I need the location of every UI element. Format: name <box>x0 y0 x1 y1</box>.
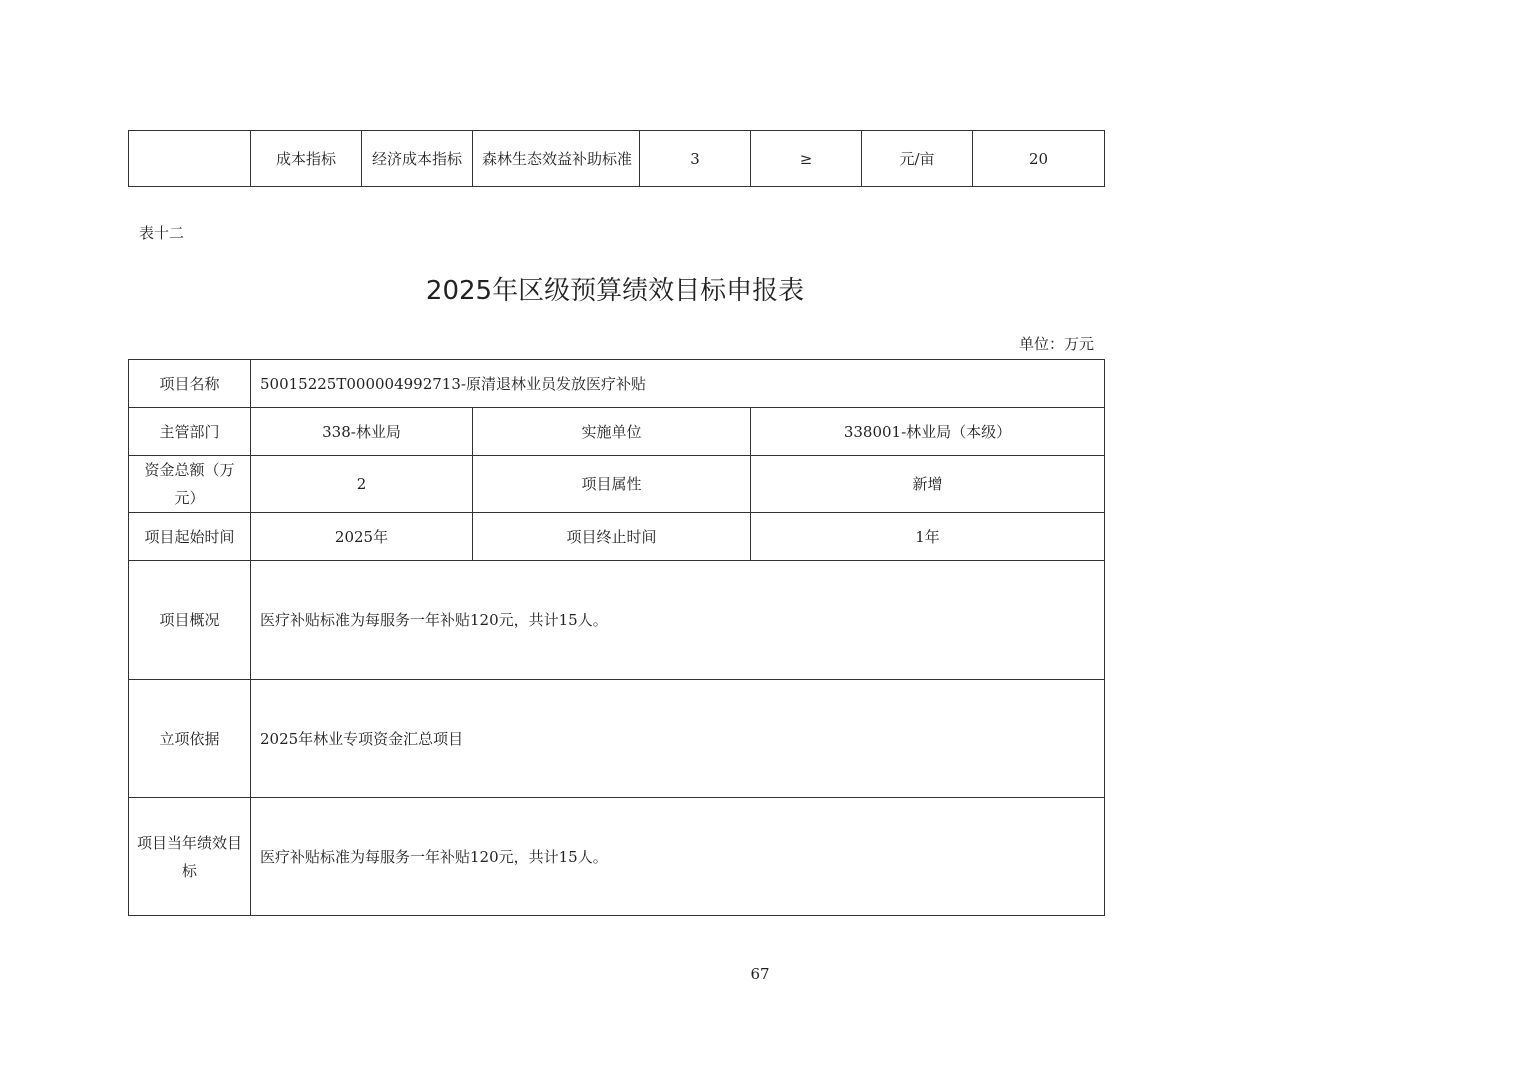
project-name-value: 50015225T000004992713-原清退林业员发放医疗补贴 <box>251 360 1105 408</box>
table-row <box>129 798 1105 916</box>
performance-target-form <box>128 359 1105 916</box>
table-row <box>129 360 1105 408</box>
implementer-label: 实施单位 <box>473 408 751 456</box>
table-row <box>129 456 1105 513</box>
indicator-name-cell: 森林生态效益补助标准 <box>473 131 640 187</box>
table-row <box>129 408 1105 456</box>
department-label: 主管部门 <box>129 408 251 456</box>
attribute-value: 新增 <box>751 456 1105 513</box>
indicator-operator-cell: ≥ <box>751 131 862 187</box>
table-number: 表十二 <box>139 224 185 242</box>
end-time-value: 1年 <box>751 513 1105 561</box>
page-number: 67 <box>750 965 770 983</box>
indicator-target-cell: 20 <box>973 131 1105 187</box>
indicator-value-cell: 3 <box>640 131 751 187</box>
basis-value: 2025年林业专项资金汇总项目 <box>251 680 1105 798</box>
end-time-label: 项目终止时间 <box>473 513 751 561</box>
start-time-value: 2025年 <box>251 513 473 561</box>
indicator-unit-cell: 元/亩 <box>862 131 973 187</box>
page-title: 2025年区级预算绩效目标申报表 <box>425 276 805 306</box>
total-funds-value: 2 <box>251 456 473 513</box>
overview-value: 医疗补贴标准为每服务一年补贴120元，共计15人。 <box>251 561 1105 680</box>
total-funds-label: 资金总额（万元） <box>129 456 251 513</box>
project-name-label: 项目名称 <box>129 360 251 408</box>
table-row <box>129 561 1105 680</box>
department-value: 338-林业局 <box>251 408 473 456</box>
basis-label: 立项依据 <box>129 680 251 798</box>
goal-label: 项目当年绩效目标 <box>129 798 251 916</box>
table-cell <box>129 131 251 187</box>
goal-value: 医疗补贴标准为每服务一年补贴120元，共计15人。 <box>251 798 1105 916</box>
attribute-label: 项目属性 <box>473 456 751 513</box>
indicator-category-cell: 成本指标 <box>251 131 362 187</box>
table-row <box>129 680 1105 798</box>
indicator-subcategory-cell: 经济成本指标 <box>362 131 473 187</box>
table-row <box>129 513 1105 561</box>
unit-label: 单位：万元 <box>1018 335 1094 353</box>
start-time-label: 项目起始时间 <box>129 513 251 561</box>
previous-table-fragment <box>128 130 1105 187</box>
table-row <box>129 131 1105 187</box>
overview-label: 项目概况 <box>129 561 251 680</box>
implementer-value: 338001-林业局（本级） <box>751 408 1105 456</box>
